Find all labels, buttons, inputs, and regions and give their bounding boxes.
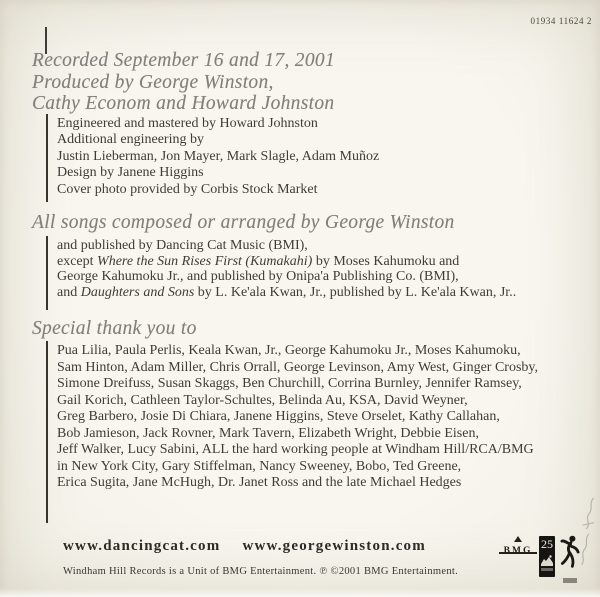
bmg-logo: BMG	[499, 539, 537, 554]
credits-heading-line: Produced by George Winston,	[32, 71, 274, 93]
thanks-line: Greg Barbero, Josie Di Chiara, Janene Higgins, Steve Orselet, Kathy Callahan,	[57, 409, 500, 424]
georgewinston-url: www.georgewinston.com	[242, 538, 426, 554]
credits-block	[46, 114, 379, 202]
thanks-line: Pua Lilia, Paula Perlis, Keala Kwan, Jr., George Kahumoku Jr., Moses Kahumoku,	[57, 343, 521, 358]
figure-caption-strip	[563, 578, 577, 583]
publishing-line: and published by Dancing Cat Music (BMI),	[57, 238, 308, 253]
publishing-line: George Kahumoku Jr., and published by Onipa'a Publishing Co. (BMI),	[57, 269, 459, 285]
legal-line: Windham Hill Records is a Unit of BMG Entertainment. ℗ ©2001 BMG Entertainment.	[63, 566, 459, 577]
thanks-line: Erica Sugita, Jane McHugh, Dr. Janet Ross and the late Michael Hedges	[57, 475, 462, 490]
credit-line: Cover photo provided by Corbis Stock Market	[57, 181, 318, 197]
publishing-line: and Daughters and Sons by L. Ke'ala Kwan, Jr., published by L. Ke'ala Kwan, Jr..	[57, 285, 517, 301]
catalog-number: 01934 11624 2	[530, 16, 592, 26]
thanks-line: Bob Jamieson, Jack Rovner, Mark Tavern, Elizabeth Wright, Debbie Eisen,	[57, 425, 479, 441]
song-title: Where the Sun Rises First (Kumakahi)	[97, 253, 313, 269]
credits-heading-line: Cathy Econom and Howard Johnston	[32, 93, 335, 114]
publishing-line: except Where the Sun Rises First (Kumakahi) by Moses Kahumoku and	[57, 253, 460, 269]
credit-line: Additional engineering by	[57, 132, 204, 148]
thanks-line: Sam Hinton, Adam Miller, Chris Orrall, George Levinson, Amy West, Ginger Crosby,	[57, 359, 539, 375]
bmg-peak-icon	[514, 536, 522, 542]
thanks-line: Gail Korich, Cathleen Taylor-Schultes, Belinda Au, KSA, David Weyner,	[57, 392, 468, 408]
thanks-block	[46, 341, 538, 523]
credit-line: Design by Janene Higgins	[57, 165, 204, 181]
scan-bottom-edge	[0, 588, 600, 597]
credit-line: Engineered and mastered by Howard Johnston	[57, 116, 318, 131]
dancingcat-url: www.dancingcat.com	[63, 538, 221, 554]
credits-heading	[32, 50, 335, 115]
publishing-block	[46, 236, 516, 310]
thanks-heading: Special thank you to	[32, 318, 197, 339]
handwritten-scribble	[573, 495, 600, 569]
badge-caption-strip	[541, 568, 553, 571]
thanks-line: in New York City, Gary Stiffelman, Nancy Sweeney, Bobo, Ted Greene,	[57, 458, 462, 474]
thanks-line: Simone Dreifuss, Susan Skaggs, Ben Churchill, Corrina Burnley, Jennifer Ramsey,	[57, 376, 522, 391]
publishing-heading: All songs composed or arranged by George Winston	[32, 212, 455, 233]
mountain-icon	[541, 554, 553, 566]
thanks-line: Jeff Walker, Lucy Sabini, ALL the hard working people at Windham Hill/RCA/BMG	[57, 442, 534, 457]
song-title: Daughters and Sons	[80, 285, 195, 301]
website-row	[63, 538, 426, 555]
credit-line: Justin Lieberman, Jon Mayer, Mark Slagle, Adam Muñoz	[57, 148, 380, 164]
credits-heading-line: Recorded September 16 and 17, 2001	[32, 50, 335, 71]
windham-25th-anniversary-badge: 25	[539, 536, 555, 577]
